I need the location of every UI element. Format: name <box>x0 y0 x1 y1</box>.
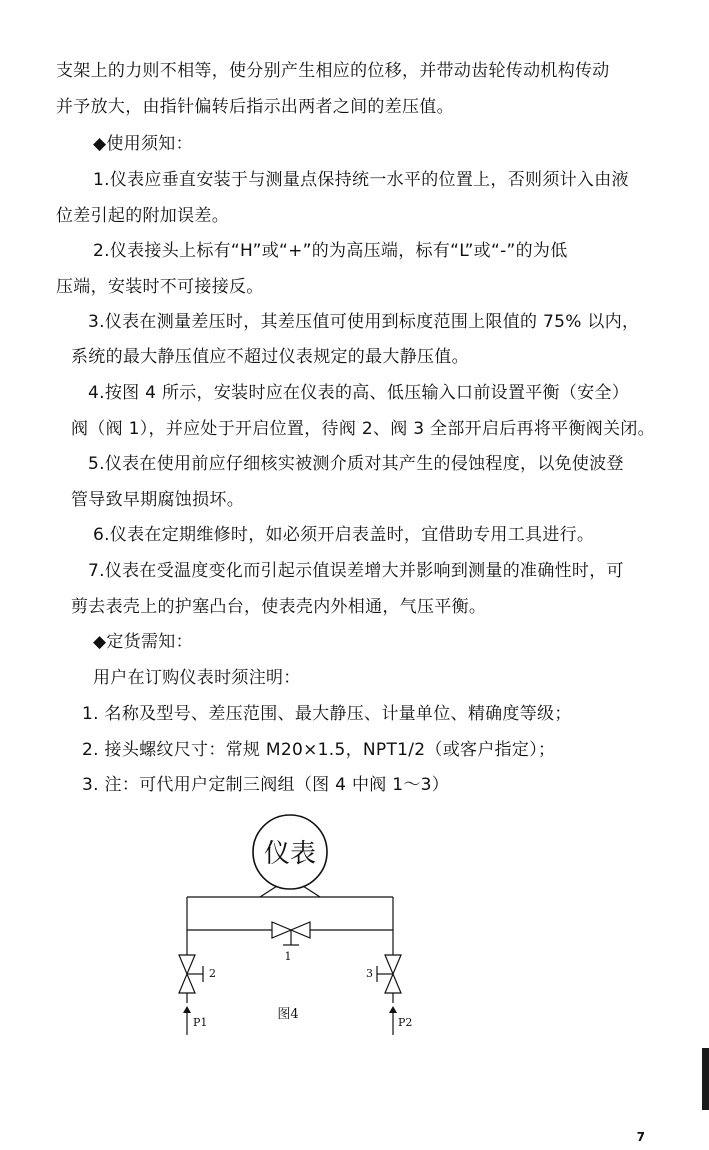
usage-item-4-cont: 阀（阀 1），并应处于开启位置，待阀 2、阀 3 全部开启后再将平衡阀关闭。 <box>71 419 655 439</box>
valve-1-label: 1 <box>284 950 292 963</box>
usage-item-2: 2.仪表接头上标有“H”或“+”的为高压端，标有“L”或“-”的为低 <box>93 241 568 261</box>
usage-item-3: 3.仪表在测量差压时，其差压值可使用到标度范围上限值的 75% 以内， <box>88 312 640 332</box>
usage-heading: ◆使用须知： <box>93 134 193 154</box>
order-heading: ◆定货需知： <box>93 632 193 652</box>
usage-item-1: 1.仪表应垂直安装于与测量点保持统一水平的位置上，否则须计入由液 <box>93 170 629 190</box>
usage-item-5-cont: 管导致早期腐蚀损坏。 <box>71 490 244 510</box>
valve-3-label: 3 <box>366 967 373 980</box>
text-line: 并予放大，由指针偏转后指示出两者之间的差压值。 <box>56 97 454 117</box>
p1-label: P1 <box>193 1016 208 1029</box>
p2-label: P2 <box>398 1016 413 1029</box>
order-item-2: 2. 接头螺纹尺寸：常规 M20×1.5，NPT1/2（或客户指定）； <box>82 740 556 760</box>
valve-2-label: 2 <box>209 967 216 980</box>
order-item-3: 3. 注：可代用户定制三阀组（图 4 中阀 1～3） <box>82 775 450 795</box>
gauge-connector-left <box>260 886 277 897</box>
p2-arrow <box>389 1006 397 1035</box>
p1-arrow <box>183 1006 191 1035</box>
order-item-1: 1. 名称及型号、差压范围、最大静压、计量单位、精确度等级； <box>82 704 572 724</box>
usage-item-2-cont: 压端，安装时不可接接反。 <box>56 277 264 297</box>
usage-item-1-cont: 位差引起的附加误差。 <box>56 206 229 226</box>
usage-item-6: 6.仪表在定期维修时，如必须开启表盖时，宜借助专用工具进行。 <box>93 525 595 545</box>
gauge-connector-right <box>303 886 320 897</box>
usage-item-5: 5.仪表在使用前应仔细核实被测介质对其产生的侵蚀程度，以免使波登 <box>88 454 624 474</box>
valve-2-symbol <box>179 955 203 993</box>
figure-caption: 图4 <box>277 1007 299 1022</box>
page-number: 7 <box>636 1130 645 1144</box>
usage-item-7-cont: 剪去表壳上的护塞凸台，使表壳内外相通，气压平衡。 <box>71 597 487 617</box>
text-line: 支架上的力则不相等，使分别产生相应的位移，并带动齿轮传动机构传动 <box>56 61 610 81</box>
usage-item-3-cont: 系统的最大静压值应不超过仪表规定的最大静压值。 <box>71 347 469 367</box>
valve-1-symbol <box>272 922 310 945</box>
order-intro: 用户在订购仪表时须注明： <box>93 668 301 688</box>
valve-3-symbol <box>377 955 401 993</box>
usage-item-4: 4.按图 4 所示，安装时应在仪表的高、低压输入口前设置平衡（安全） <box>88 383 630 403</box>
page-edge-marker <box>702 1048 709 1110</box>
gauge-label: 仪表 <box>263 839 317 869</box>
usage-item-7: 7.仪表在受温度变化而引起示值误差增大并影响到测量的准确性时，可 <box>88 561 624 581</box>
